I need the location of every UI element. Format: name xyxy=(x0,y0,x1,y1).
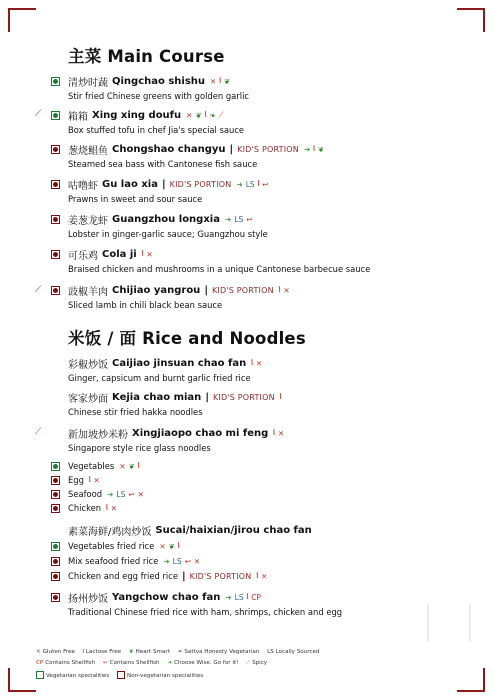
non-veg-marker-icon xyxy=(51,572,60,581)
locally-sourced-icon: LS xyxy=(116,489,126,499)
locally-sourced-icon: LS xyxy=(234,592,244,602)
spicy-icon: ⟋ xyxy=(35,285,42,295)
legend-label: Choose Wise. Go for it! xyxy=(174,660,239,666)
menu-item[interactable] xyxy=(51,247,471,274)
item-name-cn: 彩椒炒饭 xyxy=(68,359,108,371)
locally-sourced-icon: LS xyxy=(234,214,244,224)
menu-item[interactable] xyxy=(51,590,471,617)
shellfish-icon: ↩ xyxy=(102,660,108,666)
item-name-pinyin: Chijiao yangrou xyxy=(112,284,201,296)
choose-wise-icon: ➜ xyxy=(236,179,243,189)
choose-wise-icon: ➜ xyxy=(303,144,311,154)
item-name-cn: 素菜海鲜/鸡肉炒饭 xyxy=(68,526,152,538)
option-label: Seafood xyxy=(68,489,103,499)
lactose-free-icon: ⦚ xyxy=(219,76,221,85)
item-name-pinyin: Chongshao changyu xyxy=(112,143,226,155)
gluten-free-icon: ✕ xyxy=(110,503,117,513)
legend-label: Gluten Free xyxy=(42,649,75,655)
non-veg-marker-icon xyxy=(51,215,60,224)
heart-smart-icon: ❦ xyxy=(317,144,325,154)
spicy-icon: ⟋ xyxy=(35,427,42,437)
choose-wise-icon: ➜ xyxy=(107,489,114,499)
gluten-free-icon: ✕ xyxy=(119,461,126,471)
gluten-free-icon: ✕ xyxy=(283,285,290,295)
non-veg-marker-icon xyxy=(51,476,60,485)
lactose-free-icon: ⦚ xyxy=(246,592,249,601)
item-description: Box stuffed tofu in chef Jia's special sauce xyxy=(68,125,245,135)
item-name-pinyin: Sucai/haixian/jirou chao fan xyxy=(155,524,312,536)
heart-smart-icon: ❦ xyxy=(223,76,231,86)
kids-portion-label: KID'S PORTION xyxy=(211,285,274,295)
spicy-icon: ⟋ xyxy=(246,660,251,666)
item-description: Singapore style rice glass noodles xyxy=(68,443,211,453)
item-description: Lobster in ginger-garlic sauce; Guangzhou style xyxy=(68,229,268,239)
gluten-free-icon: ✕ xyxy=(255,358,263,368)
item-name-pinyin: Gu lao xia xyxy=(102,178,158,190)
gluten-free-icon: ✕ xyxy=(137,489,144,499)
option-item[interactable] xyxy=(51,501,471,515)
kids-portion-label: KID'S PORTION xyxy=(212,392,275,402)
legend-line-3 xyxy=(36,671,209,679)
item-name-pinyin: Cola ji xyxy=(102,248,137,260)
legend-line-2 xyxy=(36,660,273,667)
legend-label: Contains Shellfish xyxy=(109,660,160,666)
item-name-pinyin: Yangchow chao fan xyxy=(112,591,221,603)
item-name-cn: 客家炒面 xyxy=(68,393,108,405)
lactose-free-icon: ⦚ xyxy=(256,571,259,580)
item-description: Steamed sea bass with Cantonese fish sauce xyxy=(68,159,258,169)
legend-line-1 xyxy=(36,649,325,656)
choose-wise-icon: ➜ xyxy=(163,556,170,566)
gluten-free-icon: ✕ xyxy=(186,110,193,120)
non-veg-marker-icon xyxy=(51,180,60,189)
choose-wise-icon: ➜ xyxy=(225,592,232,602)
option-label: Chicken xyxy=(68,503,102,513)
veg-marker-icon xyxy=(51,111,60,120)
lactose-free-icon: ⦚ xyxy=(137,461,140,470)
lactose-free-icon: ⦚ xyxy=(251,358,253,367)
veg-marker-icon xyxy=(51,542,60,551)
menu-item[interactable] xyxy=(51,212,471,239)
shellfish-icon: ↩ xyxy=(262,179,269,189)
section-title-rice-noodles xyxy=(68,325,306,349)
item-name-pinyin: Qingchao shishu xyxy=(112,75,206,87)
menu-item[interactable] xyxy=(51,74,471,101)
kids-portion-label: KID'S PORTION xyxy=(189,571,252,581)
shellfish-icon: CP xyxy=(36,660,44,666)
gluten-free-icon: ✕ xyxy=(277,428,285,438)
shellfish-icon: ↩ xyxy=(184,556,191,566)
gluten-free-icon: ✕ xyxy=(261,571,268,581)
contains-pork-tag: CP xyxy=(251,592,261,602)
corner-ornament-top-right xyxy=(457,8,485,32)
non-veg-marker-icon xyxy=(51,490,60,499)
heart-smart-icon: ❦ xyxy=(195,110,202,120)
option-item[interactable] xyxy=(51,539,471,553)
lactose-free-icon: ⦚ xyxy=(279,392,282,401)
menu-item[interactable]: 客家炒面 Kejia chao mian | KID'S PORTION ⦚ Chinese stir fried hakka noodles xyxy=(51,390,471,417)
spicy-icon: ⟋ xyxy=(218,110,224,119)
section-title-main-course xyxy=(68,43,225,67)
kids-portion-label: KID'S PORTION xyxy=(237,144,299,154)
item-name-cn: 清炒时蔬 xyxy=(68,77,108,89)
veg-marker-icon xyxy=(36,671,44,679)
legend-label: Vegetarian specialities xyxy=(46,672,110,679)
item-description: Stir fried Chinese greens with golden garlic xyxy=(68,91,250,101)
option-label: Chicken and egg fried rice xyxy=(68,571,179,581)
lactose-free-icon: ⦚ xyxy=(141,249,144,258)
non-veg-marker-icon xyxy=(51,593,60,602)
locally-sourced-icon: LS xyxy=(245,179,255,189)
heart-smart-icon: ❦ xyxy=(128,649,134,655)
option-item[interactable] xyxy=(51,459,471,473)
sattva-icon: ❧ xyxy=(209,110,216,120)
gluten-free-icon: ✕ xyxy=(193,556,201,566)
item-name-cn: 箱箱 xyxy=(68,111,88,123)
item-name-pinyin: Xing xing doufu xyxy=(92,109,182,121)
item-description: Braised chicken and mushrooms in a unique Cantonese barbecue sauce xyxy=(68,264,371,274)
lactose-free-icon: ⦚ xyxy=(177,541,180,550)
option-item[interactable] xyxy=(51,473,471,487)
item-name-cn: 咕噜虾 xyxy=(68,180,98,192)
item-description: Prawns in sweet and sour sauce xyxy=(68,194,203,204)
item-name-cn: 可乐鸡 xyxy=(68,250,98,262)
shellfish-icon: ↩ xyxy=(246,214,253,224)
option-label: Egg xyxy=(68,475,84,485)
menu-item[interactable]: 葱烧鲳鱼 Chongshao changyu | KID'S PORTION ➜ ⦚ ❦ Steamed sea bass with Cantonese fish sauce xyxy=(51,142,471,169)
menu-item[interactable]: 豉椒羊肉 Chijiao yangrou | KID'S PORTION ⦚ ✕ Sliced lamb in chili black bean sauce xyxy=(51,283,471,310)
gluten-free-icon: ✕ xyxy=(93,475,100,485)
legend-label: LS Locally Sourced xyxy=(267,649,320,655)
gluten-free-icon: ✕ xyxy=(159,541,166,551)
non-veg-marker-icon xyxy=(117,671,125,679)
non-veg-marker-icon xyxy=(51,557,60,566)
item-name-cn: 新加坡炒米粉 xyxy=(68,429,128,441)
non-veg-marker-icon xyxy=(51,504,60,513)
section-title-cn: 米饭 / 面 xyxy=(68,329,137,348)
item-name-pinyin: Guangzhou longxia xyxy=(112,213,220,225)
veg-marker-icon xyxy=(51,77,60,86)
heart-smart-icon: ❦ xyxy=(128,461,135,471)
item-name-cn: 葱烧鲳鱼 xyxy=(68,145,108,157)
lactose-free-icon: ⦚ xyxy=(204,110,207,119)
spicy-icon: ⟋ xyxy=(35,109,42,119)
section-title-en: Rice and Noodles xyxy=(142,329,306,348)
sattva-icon: ❧ xyxy=(177,649,183,655)
option-label: Vegetables xyxy=(68,461,115,471)
lactose-free-icon: ⦚ xyxy=(257,179,260,188)
legend-label: Contains Shellfish xyxy=(45,660,96,666)
legend-label: Sattva Honesty Vegetarian xyxy=(184,649,260,655)
lactose-free-icon: ⦚ xyxy=(278,285,281,294)
lactose-free-icon: ⦚ xyxy=(313,144,315,153)
option-label: Mix seafood fried rice xyxy=(68,556,159,566)
gluten-free-icon: ✕ xyxy=(210,76,217,86)
item-name-pinyin: Xingjiaopo chao mi feng xyxy=(132,427,269,439)
menu-item[interactable] xyxy=(51,523,471,537)
menu-item[interactable]: 咕噜虾 Gu lao xia | KID'S PORTION ➜ LS ⦚ ↩ Prawns in sweet and sour sauce xyxy=(51,177,471,204)
menu-item[interactable] xyxy=(51,108,471,135)
legend-label: Lactose Free xyxy=(85,649,122,655)
veg-marker-icon xyxy=(51,462,60,471)
item-name-pinyin: Kejia chao mian xyxy=(112,391,202,403)
shellfish-icon: ↩ xyxy=(128,489,135,499)
choose-wise-icon: ➜ xyxy=(224,214,232,224)
gluten-free-icon: ✕ xyxy=(146,249,153,259)
non-veg-marker-icon xyxy=(51,250,60,259)
corner-ornament-top-left xyxy=(8,8,36,32)
item-name-cn: 豉椒羊肉 xyxy=(68,286,108,298)
menu-item[interactable] xyxy=(51,356,471,383)
item-description: Chinese stir fried hakka noodles xyxy=(68,407,203,417)
menu-item[interactable] xyxy=(51,426,471,453)
section-title-en: Main Course xyxy=(107,47,225,66)
gluten-free-icon: ✕ xyxy=(36,649,41,655)
option-label: Vegetables fried rice xyxy=(68,541,155,551)
legend-label: Spicy xyxy=(252,660,268,666)
lactose-free-icon: ⦚ xyxy=(106,503,108,512)
choose-wise-icon: ➜ xyxy=(167,660,173,666)
non-veg-marker-icon xyxy=(51,286,60,295)
item-name-cn: 姜葱龙虾 xyxy=(68,215,108,227)
section-title-cn: 主菜 xyxy=(68,47,102,66)
item-description: Sliced lamb in chili black bean sauce xyxy=(68,300,223,310)
heart-smart-icon: ❦ xyxy=(168,541,175,551)
kids-portion-label: KID'S PORTION xyxy=(169,179,232,189)
non-veg-marker-icon xyxy=(51,145,60,154)
item-name-pinyin: Caijiao jinsuan chao fan xyxy=(112,357,247,369)
item-description: Ginger, capsicum and burnt garlic fried rice xyxy=(68,373,251,383)
legend-label: Non-vegetarian specialities xyxy=(127,672,204,679)
item-name-cn: 扬州炒饭 xyxy=(68,593,108,605)
option-item[interactable] xyxy=(51,554,471,568)
lactose-free-icon: ⦚ xyxy=(88,475,91,484)
item-description: Traditional Chinese fried rice with ham, shrimps, chicken and egg xyxy=(68,607,343,617)
option-item[interactable] xyxy=(51,487,471,501)
option-item[interactable]: Chicken and egg fried rice | KID'S PORTION ⦚ ✕ xyxy=(51,569,471,583)
corner-ornament-bottom-left xyxy=(8,668,36,692)
lactose-free-icon: ⦚ xyxy=(273,428,275,437)
watermark-decoration xyxy=(427,604,471,642)
corner-ornament-bottom-right xyxy=(457,668,485,692)
locally-sourced-icon: LS xyxy=(172,556,182,566)
lactose-free-icon: ⦚ xyxy=(82,649,84,655)
legend-label: Heart Smart xyxy=(135,649,170,655)
